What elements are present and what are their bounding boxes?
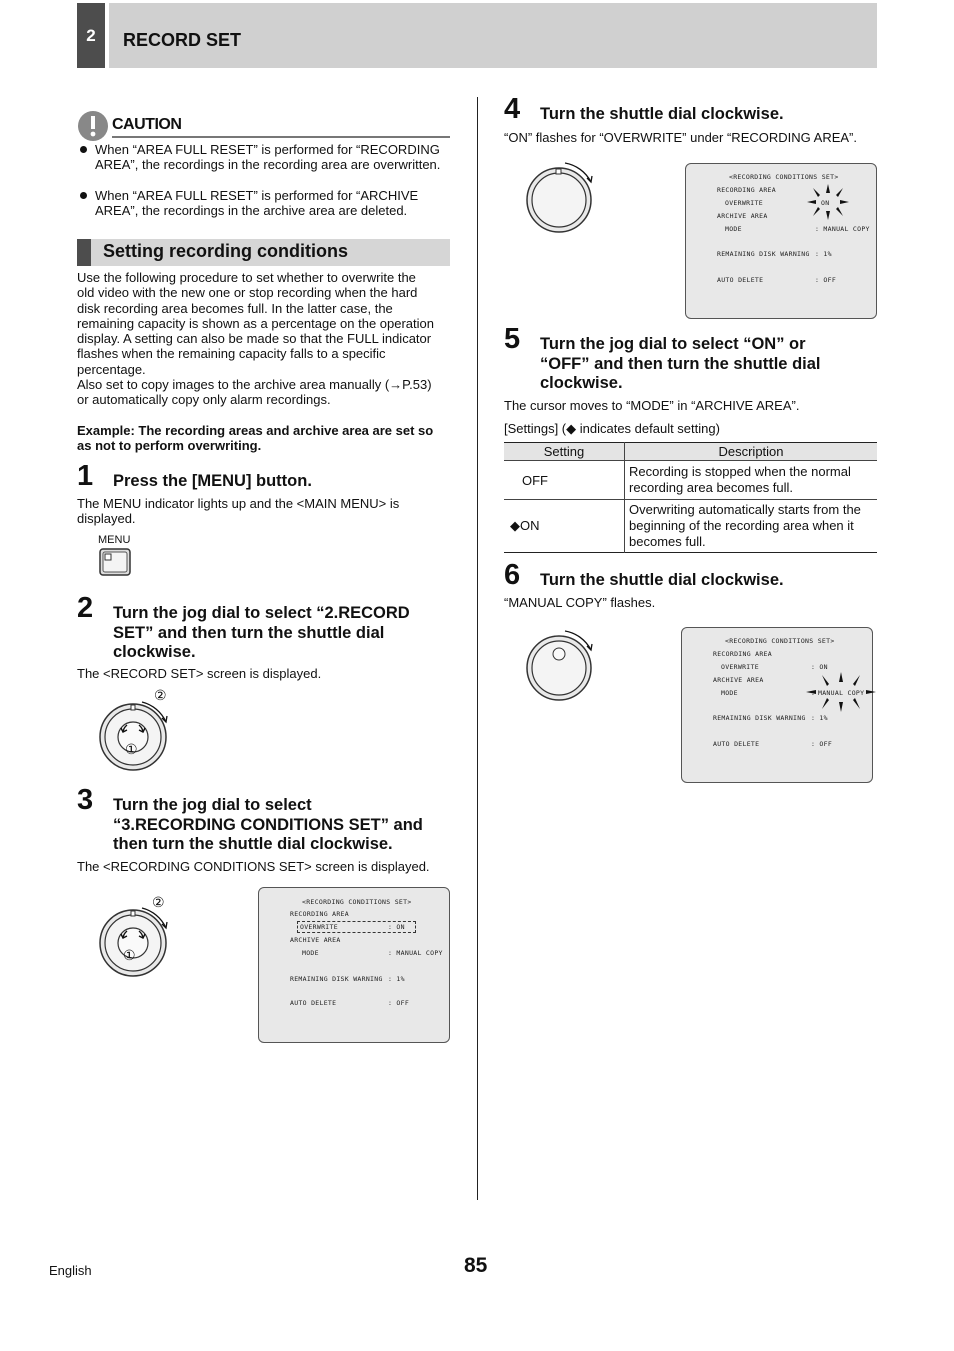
osd-recording-area: RECORDING AREA [290,910,349,918]
osd-mode-value: : MANUAL COPY [388,949,443,957]
example-note [77,423,457,454]
flash-burst-icon [806,672,876,712]
step-4-title: Turn the shuttle dial clockwise. [540,105,784,123]
table-row [504,500,877,553]
intro-line: Also set to copy images to the archive area manually (→P.53) [77,377,432,393]
osd-remaining: REMAINING DISK WARNING [713,714,806,722]
step-title-line: “3.RECORDING CONDITIONS SET” and [113,815,423,834]
bullet-icon [80,146,87,153]
osd-overwrite-value: : ON [811,663,828,671]
menu-button-icon [99,548,131,581]
intro-line: display. A setting can also be made so that the FULL indicator [77,331,432,347]
flash-burst-icon [807,184,849,220]
intro-paragraph [77,270,457,408]
step-3-desc: The <RECORDING CONDITIONS SET> screen is displayed. [77,859,430,874]
setting-cell: ◆ON [504,500,625,553]
osd-mode: MODE [725,225,742,233]
osd-recording-area: RECORDING AREA [717,186,776,194]
settings-header-setting: Setting [504,443,625,461]
intro-line: percentage. [77,361,146,377]
caution-label: CAUTION [112,116,182,133]
step-5-title [540,335,870,394]
step-4-number: 4 [504,93,521,125]
footer-language: English [49,1263,92,1278]
intro-line: Use the following procedure to set whether to overwrite the [77,270,416,285]
step-6-number: 6 [504,559,521,591]
osd-overwrite: OVERWRITE [725,199,763,207]
step-title-line: “OFF” and then turn the shuttle dial [540,354,821,373]
step-3-number: 3 [77,784,94,816]
step-title-line: Turn the jog dial to select [113,796,312,814]
step-4-desc: “ON” flashes for “OVERWRITE” under “RECORDING AREA”. [504,130,857,145]
intro-line: flashes when the remaining capacity falls to a specific [77,346,386,362]
caution-rule [112,136,450,138]
settings-header-description: Description [718,444,784,459]
example-line: as not to perform overwriting. [77,438,262,454]
step-title-line: then turn the shuttle dial clockwise. [113,835,393,853]
caution-bullet-2: When “AREA FULL RESET” is performed for “ARCHIVE AREA”, the recordings in the archive area are deleted. [95,188,419,219]
osd-auto-delete-value: : OFF [815,276,837,284]
osd-mode: MODE [302,949,319,957]
osd-archive-area: ARCHIVE AREA [290,936,341,944]
step-title-line: Turn the jog dial to select “2.RECORD [113,604,410,622]
shuttle-marker: ② [152,894,165,910]
menu-label: MENU [98,534,131,546]
step-desc-line: The MENU indicator lights up and the <MAIN MENU> is [77,496,400,511]
osd-title: <RECORDING CONDITIONS SET> [725,637,835,645]
step-5-number: 5 [504,323,521,355]
description-cell: Overwriting automatically starts from the beginning of the recording area when it becomes full. [629,502,861,549]
description-cell: Recording is stopped when the normal recording area becomes full. [629,464,851,495]
step-2-title [113,604,453,663]
settings-table [504,442,877,553]
step-desc-line: displayed. [77,511,136,527]
example-line: Example: The recording areas and archive area are set so [77,423,434,438]
step-2-desc: The <RECORD SET> screen is displayed. [77,666,322,681]
osd-recording-area: RECORDING AREA [713,650,772,658]
intro-line: remaining capacity is shown as a percentage on the operation [77,315,434,331]
intro-line: disk recording area becomes full. In the latter case, the [77,300,393,316]
caution-bullet-1: When “AREA FULL RESET” is performed for “RECORDING AREA”, the recordings in the recording area are overwritten. [95,142,441,173]
osd-screen-step3 [258,887,450,1043]
intro-line: or automatically copy only alarm recordings. [77,392,331,408]
step-6-title: Turn the shuttle dial clockwise. [540,571,784,589]
osd-screen-step4 [685,163,877,319]
bullet-icon [80,192,87,199]
osd-auto-delete-value: : OFF [388,999,410,1007]
jog-marker: ① [125,741,138,757]
osd-auto-delete: AUTO DELETE [717,276,764,284]
step-6-desc: “MANUAL COPY” flashes. [504,595,656,610]
osd-overwrite-value-flashing: ON [821,199,830,207]
step-1-title: Press the [MENU] button. [113,472,312,490]
step-2-number: 2 [77,592,94,624]
settings-table-header [504,443,877,461]
osd-mode: MODE [721,689,738,697]
step-1-number: 1 [77,460,94,492]
osd-archive-area: ARCHIVE AREA [713,676,764,684]
settings-note: [Settings] (◆ indicates default setting) [504,421,720,436]
step-title-line: SET” and then turn the shuttle dial [113,623,385,642]
caution-icon [77,110,109,142]
osd-overwrite: OVERWRITE [300,923,338,931]
osd-remaining-value: : 1% [815,250,832,258]
step-1-desc [77,496,457,527]
chapter-title: RECORD SET [123,30,242,50]
intro-line: old video with the new one or stop recording when the hard [77,285,418,301]
chapter-number: 2 [77,3,105,68]
step-title-line: clockwise. [113,643,196,661]
step-5-desc: The cursor moves to “MODE” in “ARCHIVE AREA”. [504,398,800,413]
step-3-title [113,796,458,855]
shuttle-dial-illustration [523,158,599,243]
step-title-line: Turn the jog dial to select “ON” or [540,335,806,353]
osd-overwrite: OVERWRITE [721,663,759,671]
osd-mode-value: : MANUAL COPY [815,225,870,233]
osd-auto-delete-value: : OFF [811,740,833,748]
page-number: 85 [464,1254,488,1277]
section-mark [77,239,91,266]
osd-mode-value-flashing: MANUAL COPY [818,689,865,697]
osd-auto-delete: AUTO DELETE [290,999,337,1007]
osd-auto-delete: AUTO DELETE [713,740,760,748]
step-title-line: clockwise. [540,374,623,392]
osd-screen-step6 [681,627,873,783]
shuttle-dial-illustration [523,626,599,711]
section-title: Setting recording conditions [103,241,349,261]
setting-cell: OFF [504,461,625,500]
osd-remaining: REMAINING DISK WARNING [717,250,810,258]
osd-title: <RECORDING CONDITIONS SET> [302,898,412,906]
osd-overwrite-value: : ON [388,923,405,931]
osd-remaining-value: : 1% [811,714,828,722]
column-divider [477,97,478,1200]
shuttle-marker: ② [154,687,167,703]
table-row [504,461,877,500]
osd-remaining: REMAINING DISK WARNING [290,975,383,983]
osd-title: <RECORDING CONDITIONS SET> [729,173,839,181]
osd-remaining-value: : 1% [388,975,405,983]
jog-marker: ① [123,947,136,963]
osd-archive-area: ARCHIVE AREA [717,212,768,220]
